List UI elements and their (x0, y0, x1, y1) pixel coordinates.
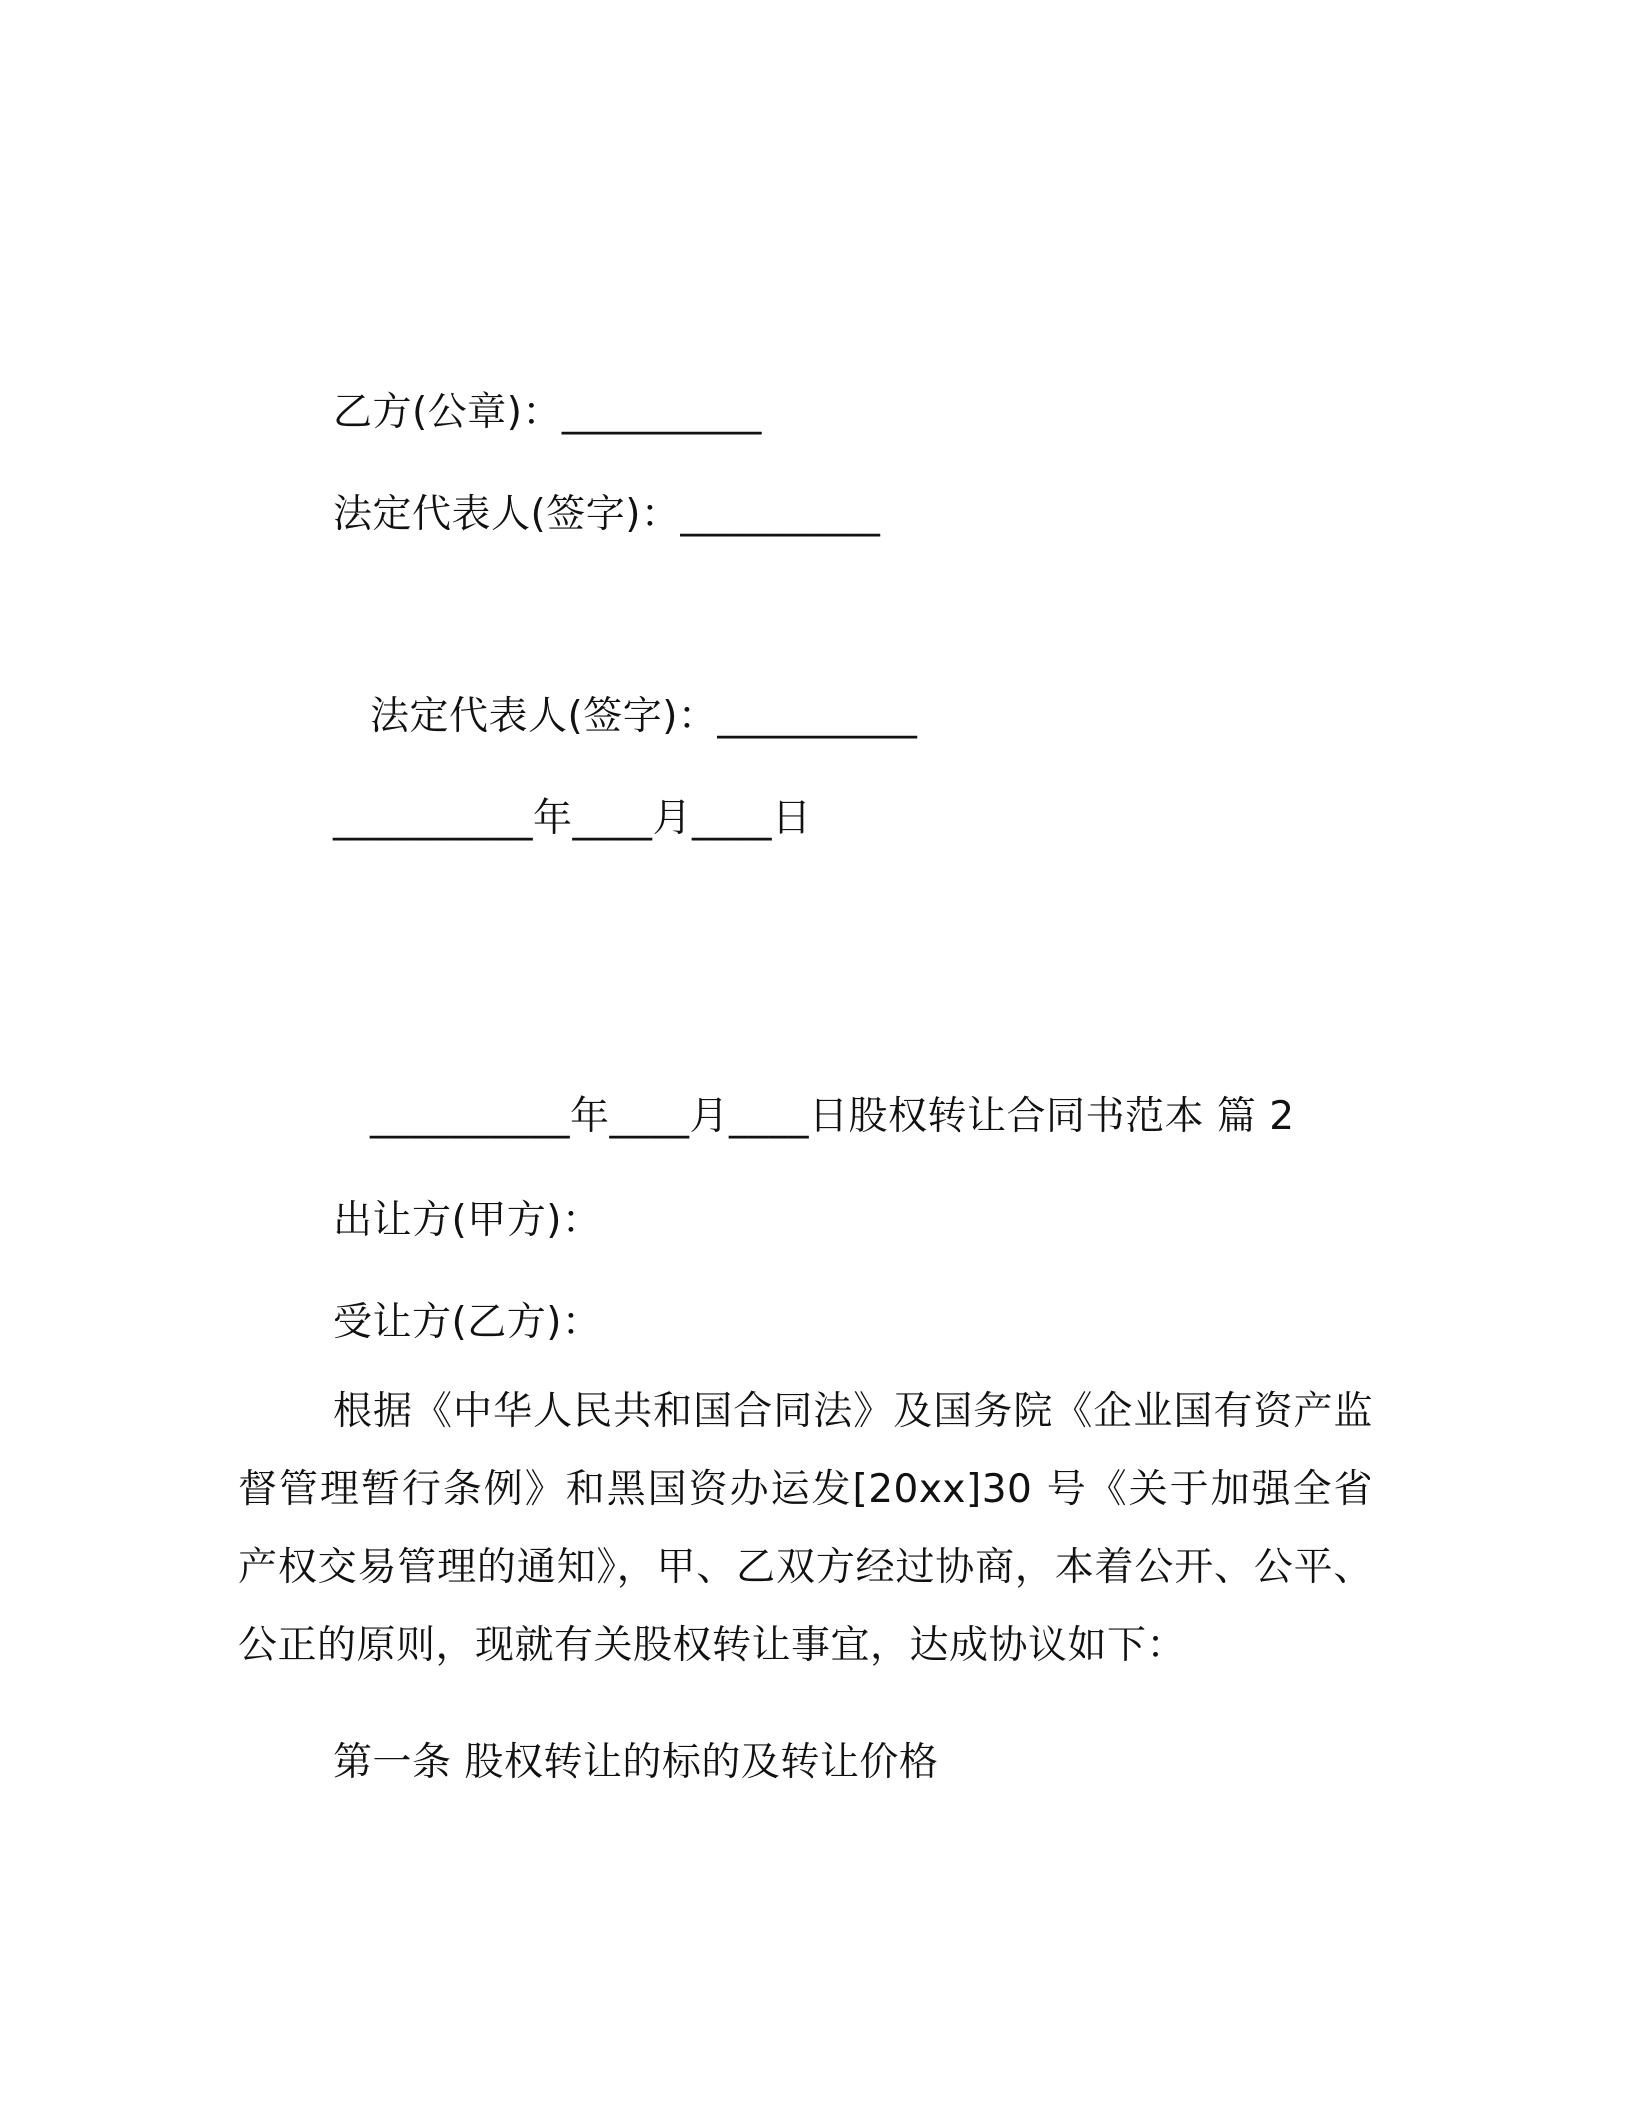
section-heading: __________年____月____日股权转让合同书范本 篇 2 (370, 1094, 1295, 1139)
legal-representative-signature-line: 法定代表人(签字)：__________ (333, 492, 881, 537)
article-1-title: 第一条 股权转让的标的及转让价格 (333, 1740, 939, 1785)
intro-paragraph: 根据《中华人民共和国合同法》及国务院《企业国有资产监督管理暂行条例》和黑国资办运发[20xx]30 号《关于加强全省产权交易管理的通知》，甲、乙双方经过协商，本着公开、公平、公正的原则，现就有关股权转让事宜，达成协议如下： (238, 1389, 1373, 1668)
legal-representative-signature-line-2: 法定代表人(签字)：__________ (370, 694, 918, 739)
transferor-line: 出让方(甲方)： (333, 1198, 602, 1243)
party-b-seal-line: 乙方(公章)：__________ (333, 390, 762, 435)
transferee-line: 受让方(乙方)： (333, 1300, 602, 1345)
signature-date-line: __________年____月____日 (333, 796, 812, 841)
